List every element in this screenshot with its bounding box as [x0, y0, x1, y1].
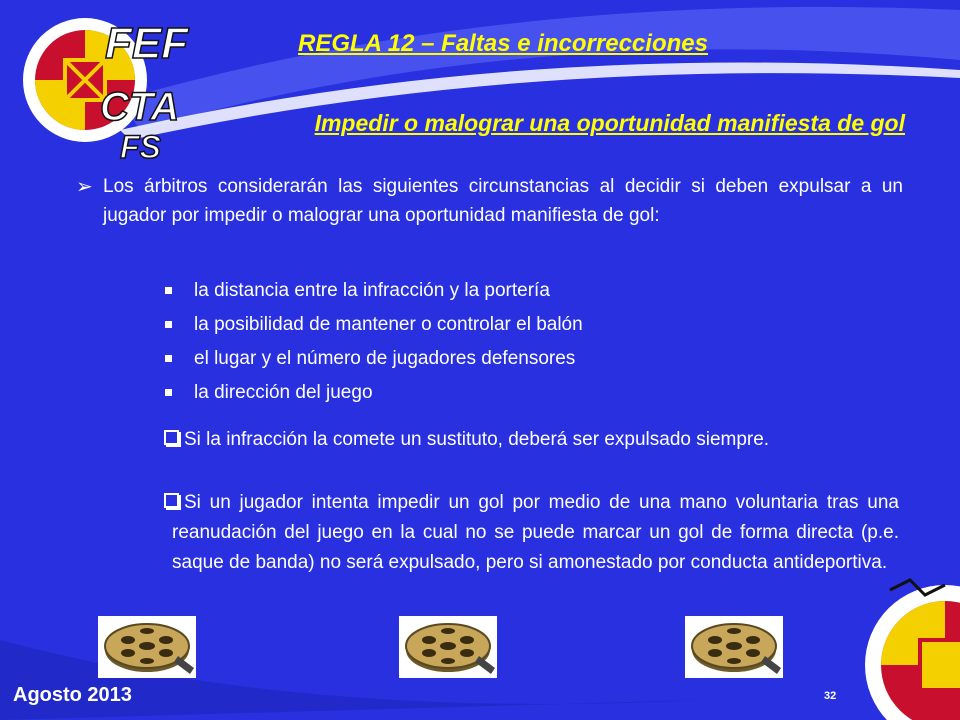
svg-text:CTA: CTA — [100, 85, 180, 129]
arrow-bullet-icon: ➢ — [76, 174, 93, 198]
note-substitute: Si la infracción la comete un sustituto, deberá ser expulsado siempre. — [172, 425, 899, 455]
list-item: la distancia entre la infracción y la portería — [165, 276, 583, 310]
list-item: la posibilidad de mantener o controlar el balón — [165, 310, 583, 344]
checkbox-bullet-icon — [164, 493, 179, 508]
square-bullet-icon — [165, 321, 172, 328]
note-handball: Si un jugador intenta impedir un gol por medio de una mano voluntaria tras una reanudación del juego en la cual no se puede marcar un gol de forma directa (p.e. saque de banda) no será expulsado, pero si amonestado por conducta antideportiva. — [172, 488, 899, 578]
slide-subtitle: Impedir o malograr una oportunidad manifiesta de gol — [314, 110, 905, 136]
federation-logo-bottom — [850, 570, 960, 720]
svg-text:FEF: FEF — [105, 19, 189, 68]
svg-text:FS: FS — [120, 129, 161, 165]
square-bullet-icon — [165, 355, 172, 362]
film-reel-icon[interactable] — [399, 616, 497, 678]
federation-logo-top — [10, 0, 200, 170]
footer-date: Agosto 2013 — [13, 684, 132, 706]
page-number: 32 — [824, 690, 837, 702]
film-reel-icon[interactable] — [685, 616, 783, 678]
checkbox-bullet-icon — [164, 430, 179, 445]
square-bullet-icon — [165, 389, 172, 396]
criteria-list — [165, 276, 583, 412]
slide-title: REGLA 12 – Faltas e incorrecciones — [298, 30, 708, 57]
list-item: la dirección del juego — [165, 378, 583, 412]
list-item: el lugar y el número de jugadores defensores — [165, 344, 583, 378]
square-bullet-icon — [165, 287, 172, 294]
main-paragraph: Los árbitros considerarán las siguientes circunstancias al decidir si deben expulsar a un jugador por impedir o malograr una oportunidad manifiesta de gol: — [103, 176, 903, 226]
film-reel-icon[interactable] — [98, 616, 196, 678]
